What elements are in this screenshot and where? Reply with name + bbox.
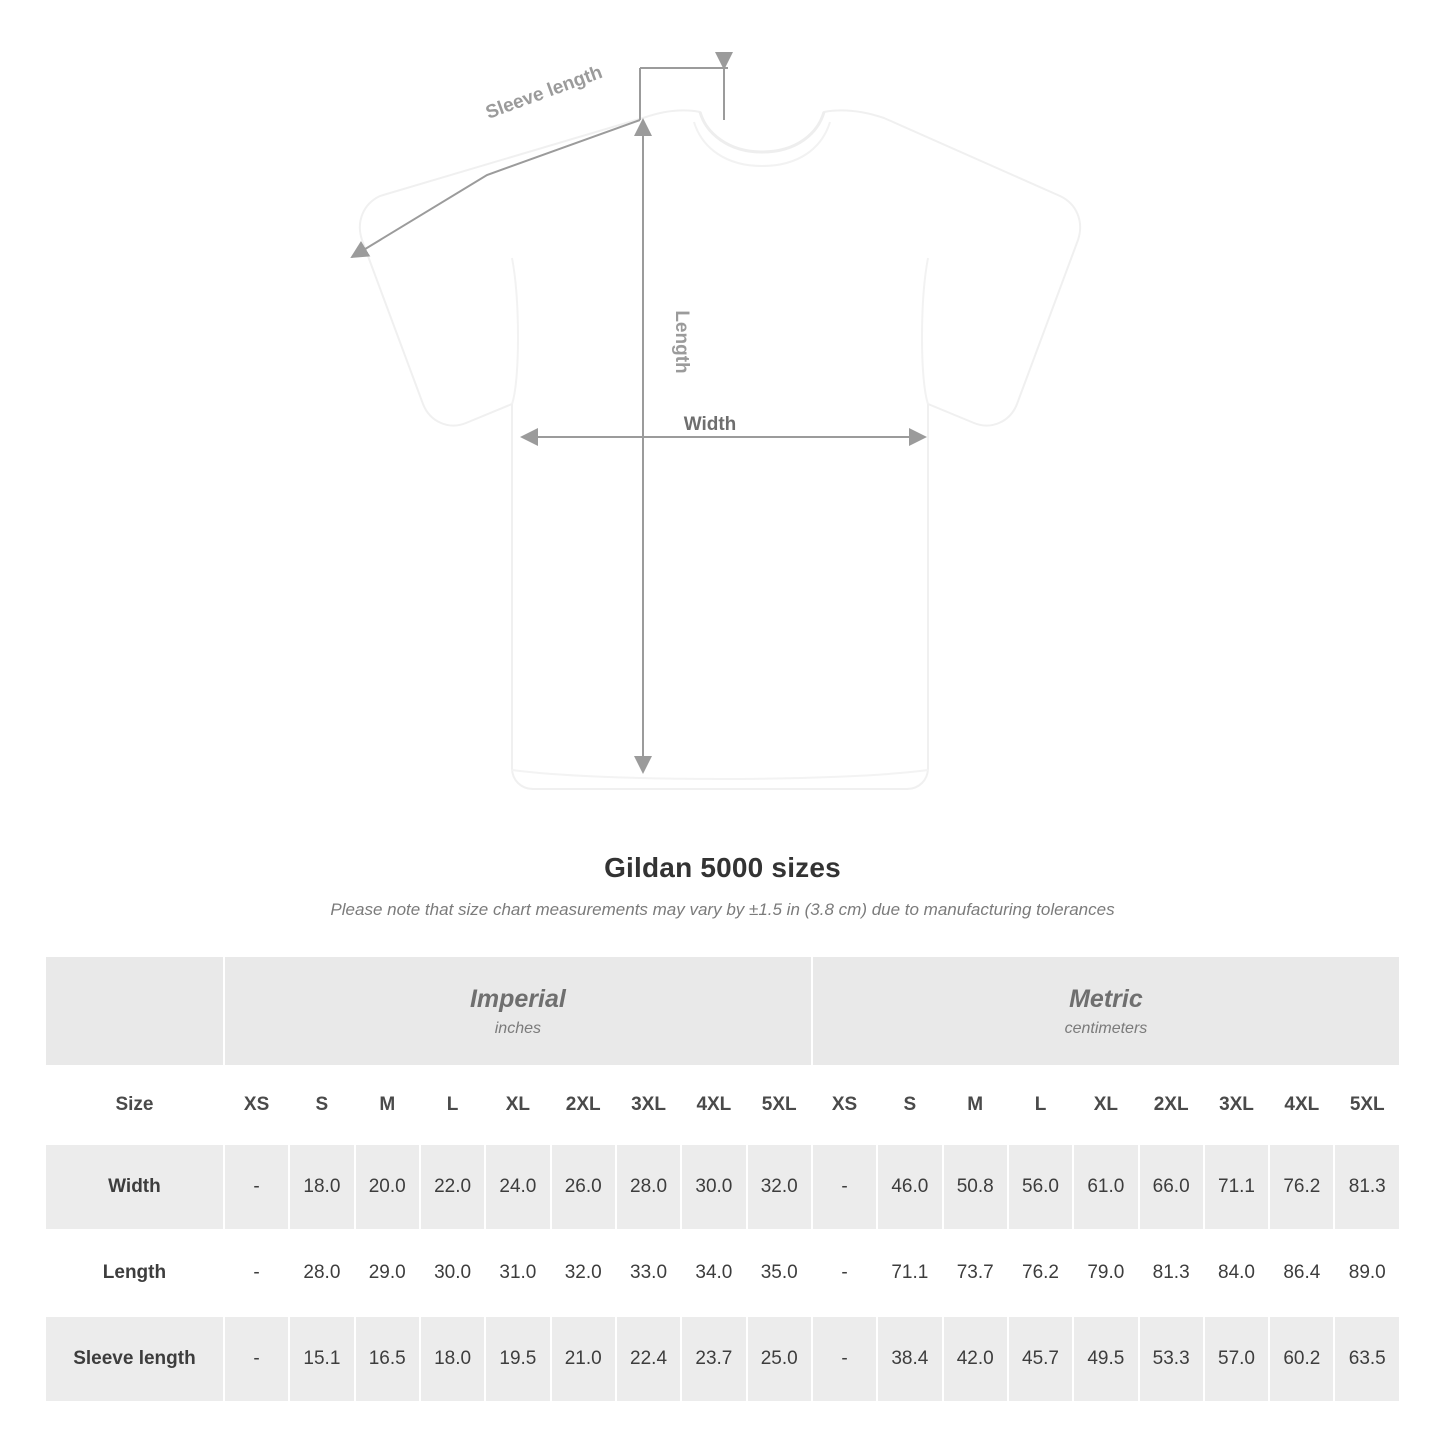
size-col-imperial-xs: XS — [224, 1066, 289, 1144]
cell-length-imperial-4xl: 34.0 — [681, 1230, 746, 1316]
size-col-metric-m: M — [943, 1066, 1008, 1144]
cell-sleeve-imperial-xs: - — [224, 1316, 289, 1402]
cell-width-imperial-xl: 24.0 — [485, 1144, 550, 1230]
cell-length-imperial-2xl: 32.0 — [551, 1230, 616, 1316]
size-col-imperial-3xl: 3XL — [616, 1066, 681, 1144]
table-row — [45, 1316, 1400, 1402]
size-col-imperial-5xl: 5XL — [747, 1066, 812, 1144]
cell-width-metric-3xl: 71.1 — [1204, 1144, 1269, 1230]
size-col-imperial-s: S — [289, 1066, 354, 1144]
size-col-imperial-xl: XL — [485, 1066, 550, 1144]
cell-sleeve-metric-s: 38.4 — [877, 1316, 942, 1402]
cell-sleeve-imperial-3xl: 22.4 — [616, 1316, 681, 1402]
unit-header-metric — [812, 956, 1400, 1066]
cell-length-metric-5xl: 89.0 — [1334, 1230, 1400, 1316]
cell-width-metric-2xl: 66.0 — [1139, 1144, 1204, 1230]
chart-title: Gildan 5000 sizes — [604, 852, 841, 883]
size-header-row — [45, 1066, 1400, 1144]
cell-width-metric-l: 56.0 — [1008, 1144, 1073, 1230]
cell-width-metric-m: 50.8 — [943, 1144, 1008, 1230]
cell-length-imperial-l: 30.0 — [420, 1230, 485, 1316]
cell-length-imperial-xl: 31.0 — [485, 1230, 550, 1316]
cell-width-imperial-xs: - — [224, 1144, 289, 1230]
size-col-metric-2xl: 2XL — [1139, 1066, 1204, 1144]
size-header-label: Size — [45, 1066, 224, 1144]
metric-unit: centimeters — [1064, 1019, 1148, 1037]
cell-sleeve-imperial-5xl: 25.0 — [747, 1316, 812, 1402]
length-label: Length — [671, 310, 692, 374]
cell-length-imperial-s: 28.0 — [289, 1230, 354, 1316]
size-col-metric-xl: XL — [1073, 1066, 1138, 1144]
sleeve-length-label: Sleeve length — [482, 62, 606, 124]
size-table-wrapper — [44, 920, 1401, 1403]
cell-width-imperial-4xl: 30.0 — [681, 1144, 746, 1230]
size-col-imperial-m: M — [355, 1066, 420, 1144]
size-col-imperial-4xl: 4XL — [681, 1066, 746, 1144]
cell-length-metric-xs: - — [812, 1230, 877, 1316]
cell-length-imperial-xs: - — [224, 1230, 289, 1316]
cell-width-metric-xl: 61.0 — [1073, 1144, 1138, 1230]
cell-length-metric-4xl: 86.4 — [1269, 1230, 1334, 1316]
width-label: Width — [683, 414, 737, 435]
table-row — [45, 1230, 1400, 1316]
cell-width-imperial-2xl: 26.0 — [551, 1144, 616, 1230]
size-col-metric-xs: XS — [812, 1066, 877, 1144]
cell-length-metric-3xl: 84.0 — [1204, 1230, 1269, 1316]
cell-sleeve-imperial-s: 15.1 — [289, 1316, 354, 1402]
cell-sleeve-metric-m: 42.0 — [943, 1316, 1008, 1402]
cell-sleeve-imperial-l: 18.0 — [420, 1316, 485, 1402]
cell-width-imperial-5xl: 32.0 — [747, 1144, 812, 1230]
size-col-metric-l: L — [1008, 1066, 1073, 1144]
cell-sleeve-imperial-2xl: 21.0 — [551, 1316, 616, 1402]
size-col-metric-4xl: 4XL — [1269, 1066, 1334, 1144]
cell-width-imperial-3xl: 28.0 — [616, 1144, 681, 1230]
chart-note: Please note that size chart measurements may vary by ±1.5 in (3.8 cm) due to manufacturing tolerances — [330, 900, 1115, 919]
cell-sleeve-metric-2xl: 53.3 — [1139, 1316, 1204, 1402]
cell-sleeve-imperial-xl: 19.5 — [485, 1316, 550, 1402]
unit-header-imperial — [224, 956, 812, 1066]
size-table — [44, 955, 1401, 1403]
cell-sleeve-metric-3xl: 57.0 — [1204, 1316, 1269, 1402]
unit-header-row — [45, 956, 1400, 1066]
cell-length-imperial-3xl: 33.0 — [616, 1230, 681, 1316]
size-col-imperial-l: L — [420, 1066, 485, 1144]
cell-sleeve-metric-l: 45.7 — [1008, 1316, 1073, 1402]
cell-width-imperial-m: 20.0 — [355, 1144, 420, 1230]
cell-width-metric-5xl: 81.3 — [1334, 1144, 1400, 1230]
cell-width-metric-4xl: 76.2 — [1269, 1144, 1334, 1230]
table-row — [45, 1144, 1400, 1230]
cell-sleeve-metric-5xl: 63.5 — [1334, 1316, 1400, 1402]
cell-width-imperial-l: 22.0 — [420, 1144, 485, 1230]
unit-header-spacer — [45, 956, 224, 1066]
cell-width-metric-s: 46.0 — [877, 1144, 942, 1230]
cell-sleeve-metric-xl: 49.5 — [1073, 1316, 1138, 1402]
tshirt-shape — [360, 110, 1080, 789]
cell-width-metric-xs: - — [812, 1144, 877, 1230]
cell-sleeve-metric-4xl: 60.2 — [1269, 1316, 1334, 1402]
metric-name: Metric — [1069, 985, 1143, 1014]
cell-sleeve-metric-xs: - — [812, 1316, 877, 1402]
cell-length-metric-l: 76.2 — [1008, 1230, 1073, 1316]
cell-length-imperial-5xl: 35.0 — [747, 1230, 812, 1316]
cell-width-imperial-s: 18.0 — [289, 1144, 354, 1230]
row-label-sleeve-length: Sleeve length — [45, 1316, 224, 1402]
size-col-metric-s: S — [877, 1066, 942, 1144]
imperial-unit: inches — [494, 1019, 541, 1037]
size-col-metric-3xl: 3XL — [1204, 1066, 1269, 1144]
cell-length-imperial-m: 29.0 — [355, 1230, 420, 1316]
cell-length-metric-xl: 79.0 — [1073, 1230, 1138, 1316]
cell-length-metric-m: 73.7 — [943, 1230, 1008, 1316]
cell-length-metric-2xl: 81.3 — [1139, 1230, 1204, 1316]
cell-length-metric-s: 71.1 — [877, 1230, 942, 1316]
row-label-width: Width — [45, 1144, 224, 1230]
size-col-imperial-2xl: 2XL — [551, 1066, 616, 1144]
cell-sleeve-imperial-m: 16.5 — [355, 1316, 420, 1402]
size-col-metric-5xl: 5XL — [1334, 1066, 1400, 1144]
imperial-name: Imperial — [469, 985, 566, 1014]
row-label-length: Length — [45, 1230, 224, 1316]
cell-sleeve-imperial-4xl: 23.7 — [681, 1316, 746, 1402]
